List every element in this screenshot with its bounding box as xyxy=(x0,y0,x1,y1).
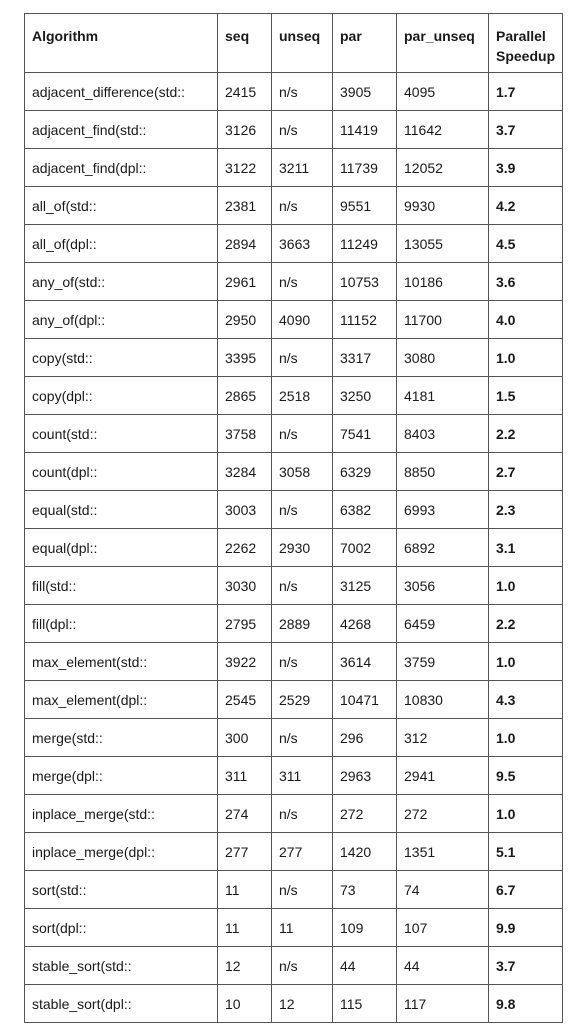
speedup-cell: 1.5 xyxy=(489,377,563,415)
algorithm-cell: copy(dpl:: xyxy=(25,377,218,415)
unseq-cell: 277 xyxy=(272,833,333,871)
seq-cell: 2865 xyxy=(218,377,272,415)
table-row xyxy=(25,149,563,187)
algorithm-cell: inplace_merge(dpl:: xyxy=(25,833,218,871)
seq-cell: 311 xyxy=(218,757,272,795)
header-seq: seq xyxy=(218,14,272,73)
algorithm-cell: max_element(dpl:: xyxy=(25,681,218,719)
unseq-cell: n/s xyxy=(272,339,333,377)
algorithm-cell: max_element(std:: xyxy=(25,643,218,681)
par-cell: 11419 xyxy=(333,111,397,149)
unseq-cell: n/s xyxy=(272,643,333,681)
unseq-cell: 3211 xyxy=(272,149,333,187)
par-unseq-cell: 10830 xyxy=(397,681,489,719)
unseq-cell: n/s xyxy=(272,795,333,833)
par-unseq-cell: 11642 xyxy=(397,111,489,149)
table-row xyxy=(25,415,563,453)
par-cell: 3905 xyxy=(333,73,397,111)
par-cell: 109 xyxy=(333,909,397,947)
unseq-cell: 2930 xyxy=(272,529,333,567)
algorithm-cell: sort(std:: xyxy=(25,871,218,909)
par-unseq-cell: 8403 xyxy=(397,415,489,453)
seq-cell: 2415 xyxy=(218,73,272,111)
unseq-cell: n/s xyxy=(272,871,333,909)
par-unseq-cell: 2941 xyxy=(397,757,489,795)
speedup-cell: 1.0 xyxy=(489,795,563,833)
benchmark-table-container xyxy=(24,13,563,1023)
table-row xyxy=(25,111,563,149)
table-row xyxy=(25,301,563,339)
speedup-cell: 4.5 xyxy=(489,225,563,263)
algorithm-cell: any_of(std:: xyxy=(25,263,218,301)
unseq-cell: 2529 xyxy=(272,681,333,719)
par-unseq-cell: 3056 xyxy=(397,567,489,605)
table-header xyxy=(25,14,563,73)
speedup-cell: 4.2 xyxy=(489,187,563,225)
seq-cell: 3126 xyxy=(218,111,272,149)
algorithm-cell: equal(dpl:: xyxy=(25,529,218,567)
algorithm-cell: equal(std:: xyxy=(25,491,218,529)
par-cell: 6329 xyxy=(333,453,397,491)
speedup-cell: 1.0 xyxy=(489,643,563,681)
par-cell: 3614 xyxy=(333,643,397,681)
header-row xyxy=(25,14,563,73)
algorithm-cell: all_of(std:: xyxy=(25,187,218,225)
par-unseq-cell: 13055 xyxy=(397,225,489,263)
par-cell: 10753 xyxy=(333,263,397,301)
par-cell: 7002 xyxy=(333,529,397,567)
table-row xyxy=(25,567,563,605)
table-row xyxy=(25,643,563,681)
par-unseq-cell: 44 xyxy=(397,947,489,985)
seq-cell: 3922 xyxy=(218,643,272,681)
par-cell: 3250 xyxy=(333,377,397,415)
seq-cell: 274 xyxy=(218,795,272,833)
table-row xyxy=(25,605,563,643)
speedup-cell: 5.1 xyxy=(489,833,563,871)
par-unseq-cell: 6459 xyxy=(397,605,489,643)
unseq-cell: n/s xyxy=(272,111,333,149)
algorithm-cell: count(std:: xyxy=(25,415,218,453)
algorithm-cell: all_of(dpl:: xyxy=(25,225,218,263)
par-unseq-cell: 4181 xyxy=(397,377,489,415)
speedup-cell: 1.0 xyxy=(489,339,563,377)
table-row xyxy=(25,73,563,111)
par-unseq-cell: 312 xyxy=(397,719,489,757)
algorithm-cell: copy(std:: xyxy=(25,339,218,377)
header-par: par xyxy=(333,14,397,73)
algorithm-cell: fill(dpl:: xyxy=(25,605,218,643)
par-unseq-cell: 1351 xyxy=(397,833,489,871)
seq-cell: 2381 xyxy=(218,187,272,225)
speedup-cell: 3.1 xyxy=(489,529,563,567)
seq-cell: 3030 xyxy=(218,567,272,605)
table-row xyxy=(25,909,563,947)
unseq-cell: 12 xyxy=(272,985,333,1023)
header-unseq: unseq xyxy=(272,14,333,73)
speedup-cell: 3.7 xyxy=(489,111,563,149)
unseq-cell: n/s xyxy=(272,567,333,605)
par-unseq-cell: 4095 xyxy=(397,73,489,111)
par-cell: 7541 xyxy=(333,415,397,453)
table-row xyxy=(25,947,563,985)
seq-cell: 11 xyxy=(218,909,272,947)
unseq-cell: n/s xyxy=(272,73,333,111)
seq-cell: 2950 xyxy=(218,301,272,339)
algorithm-cell: stable_sort(std:: xyxy=(25,947,218,985)
speedup-cell: 9.9 xyxy=(489,909,563,947)
algorithm-cell: any_of(dpl:: xyxy=(25,301,218,339)
seq-cell: 11 xyxy=(218,871,272,909)
table-row xyxy=(25,225,563,263)
table-row xyxy=(25,491,563,529)
par-cell: 6382 xyxy=(333,491,397,529)
par-unseq-cell: 10186 xyxy=(397,263,489,301)
par-unseq-cell: 107 xyxy=(397,909,489,947)
speedup-cell: 2.2 xyxy=(489,605,563,643)
seq-cell: 2262 xyxy=(218,529,272,567)
par-unseq-cell: 12052 xyxy=(397,149,489,187)
speedup-cell: 2.7 xyxy=(489,453,563,491)
par-cell: 4268 xyxy=(333,605,397,643)
par-cell: 1420 xyxy=(333,833,397,871)
algorithm-cell: merge(std:: xyxy=(25,719,218,757)
speedup-cell: 6.7 xyxy=(489,871,563,909)
seq-cell: 10 xyxy=(218,985,272,1023)
speedup-cell: 9.5 xyxy=(489,757,563,795)
par-unseq-cell: 6892 xyxy=(397,529,489,567)
par-unseq-cell: 8850 xyxy=(397,453,489,491)
benchmark-table xyxy=(24,13,563,1023)
speedup-cell: 3.9 xyxy=(489,149,563,187)
seq-cell: 3284 xyxy=(218,453,272,491)
header-par-unseq: par_unseq xyxy=(397,14,489,73)
par-cell: 11249 xyxy=(333,225,397,263)
unseq-cell: 3058 xyxy=(272,453,333,491)
table-row xyxy=(25,681,563,719)
speedup-cell: 1.0 xyxy=(489,719,563,757)
table-row xyxy=(25,757,563,795)
algorithm-cell: fill(std:: xyxy=(25,567,218,605)
par-cell: 272 xyxy=(333,795,397,833)
speedup-cell: 4.0 xyxy=(489,301,563,339)
par-cell: 115 xyxy=(333,985,397,1023)
unseq-cell: 3663 xyxy=(272,225,333,263)
header-parallel-speedup: Parallel Speedup xyxy=(489,14,563,73)
par-unseq-cell: 6993 xyxy=(397,491,489,529)
unseq-cell: 2518 xyxy=(272,377,333,415)
algorithm-cell: merge(dpl:: xyxy=(25,757,218,795)
unseq-cell: n/s xyxy=(272,947,333,985)
unseq-cell: n/s xyxy=(272,415,333,453)
par-cell: 73 xyxy=(333,871,397,909)
seq-cell: 3758 xyxy=(218,415,272,453)
seq-cell: 2795 xyxy=(218,605,272,643)
algorithm-cell: adjacent_find(std:: xyxy=(25,111,218,149)
table-row xyxy=(25,339,563,377)
seq-cell: 2894 xyxy=(218,225,272,263)
table-body xyxy=(25,73,563,1023)
table-row xyxy=(25,453,563,491)
par-cell: 9551 xyxy=(333,187,397,225)
algorithm-cell: sort(dpl:: xyxy=(25,909,218,947)
speedup-cell: 4.3 xyxy=(489,681,563,719)
unseq-cell: n/s xyxy=(272,187,333,225)
unseq-cell: 4090 xyxy=(272,301,333,339)
seq-cell: 3122 xyxy=(218,149,272,187)
speedup-cell: 1.0 xyxy=(489,567,563,605)
header-algorithm: Algorithm xyxy=(25,14,218,73)
table-row xyxy=(25,795,563,833)
seq-cell: 12 xyxy=(218,947,272,985)
table-row xyxy=(25,985,563,1023)
par-cell: 296 xyxy=(333,719,397,757)
speedup-cell: 3.6 xyxy=(489,263,563,301)
seq-cell: 2545 xyxy=(218,681,272,719)
par-unseq-cell: 11700 xyxy=(397,301,489,339)
par-cell: 11739 xyxy=(333,149,397,187)
par-unseq-cell: 272 xyxy=(397,795,489,833)
speedup-cell: 3.7 xyxy=(489,947,563,985)
algorithm-cell: adjacent_find(dpl:: xyxy=(25,149,218,187)
table-row xyxy=(25,719,563,757)
algorithm-cell: adjacent_difference(std:: xyxy=(25,73,218,111)
par-unseq-cell: 74 xyxy=(397,871,489,909)
seq-cell: 3003 xyxy=(218,491,272,529)
algorithm-cell: stable_sort(dpl:: xyxy=(25,985,218,1023)
unseq-cell: 2889 xyxy=(272,605,333,643)
par-unseq-cell: 117 xyxy=(397,985,489,1023)
speedup-cell: 1.7 xyxy=(489,73,563,111)
table-row xyxy=(25,833,563,871)
seq-cell: 2961 xyxy=(218,263,272,301)
par-cell: 3125 xyxy=(333,567,397,605)
seq-cell: 277 xyxy=(218,833,272,871)
unseq-cell: n/s xyxy=(272,263,333,301)
table-row xyxy=(25,377,563,415)
table-row xyxy=(25,263,563,301)
seq-cell: 3395 xyxy=(218,339,272,377)
unseq-cell: n/s xyxy=(272,719,333,757)
par-cell: 11152 xyxy=(333,301,397,339)
table-row xyxy=(25,187,563,225)
par-cell: 10471 xyxy=(333,681,397,719)
algorithm-cell: count(dpl:: xyxy=(25,453,218,491)
seq-cell: 300 xyxy=(218,719,272,757)
speedup-cell: 2.3 xyxy=(489,491,563,529)
speedup-cell: 2.2 xyxy=(489,415,563,453)
unseq-cell: n/s xyxy=(272,491,333,529)
par-unseq-cell: 9930 xyxy=(397,187,489,225)
par-unseq-cell: 3080 xyxy=(397,339,489,377)
par-cell: 44 xyxy=(333,947,397,985)
speedup-cell: 9.8 xyxy=(489,985,563,1023)
par-unseq-cell: 3759 xyxy=(397,643,489,681)
algorithm-cell: inplace_merge(std:: xyxy=(25,795,218,833)
unseq-cell: 11 xyxy=(272,909,333,947)
table-row xyxy=(25,529,563,567)
unseq-cell: 311 xyxy=(272,757,333,795)
table-row xyxy=(25,871,563,909)
par-cell: 2963 xyxy=(333,757,397,795)
par-cell: 3317 xyxy=(333,339,397,377)
